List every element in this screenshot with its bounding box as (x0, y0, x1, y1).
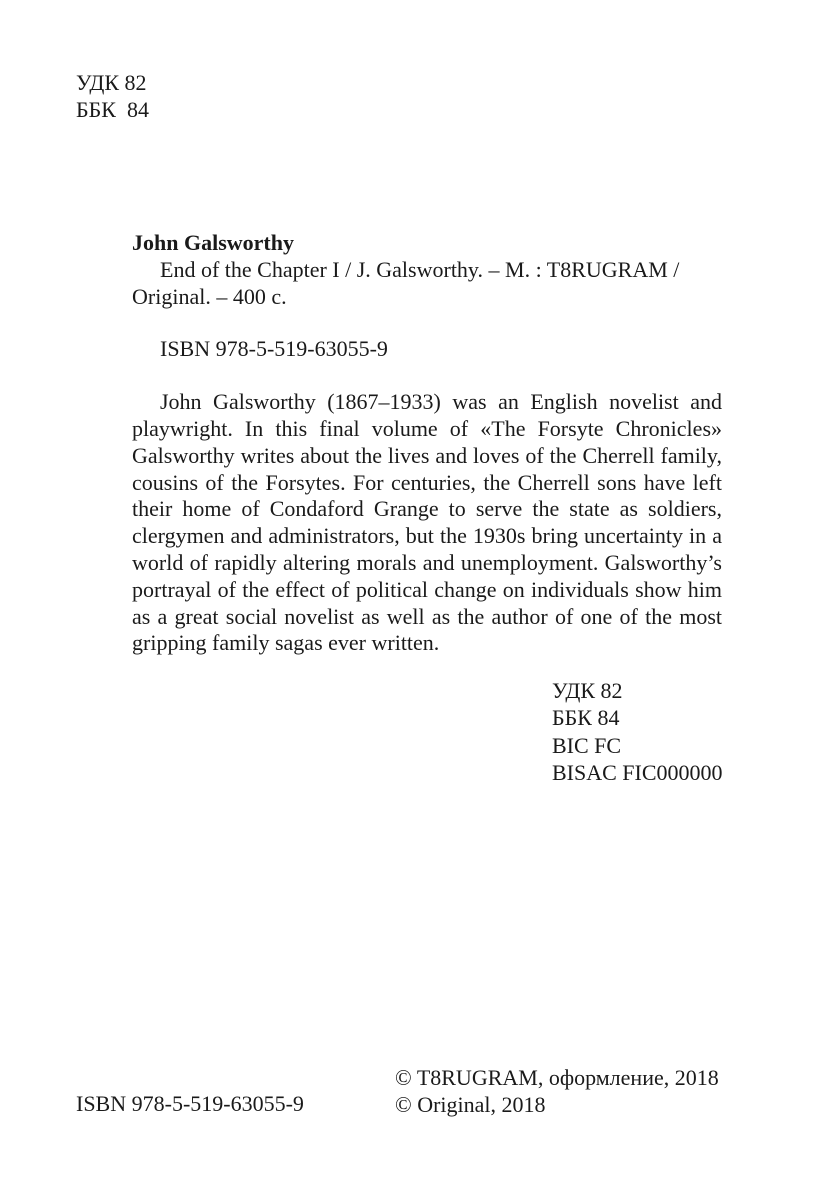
entry-isbn: ISBN 978-5-519-63055-9 (160, 336, 388, 362)
bic-code: BIC FC (552, 732, 622, 758)
bisac-code: BISAC FIC000000 (552, 759, 723, 785)
copyright-design: © T8RUGRAM, оформление, 2018 (395, 1065, 719, 1090)
bbk-code: ББК 84 (76, 97, 149, 122)
udk-code-right: УДК 82 (552, 678, 623, 703)
udk-code: УДК 82 (76, 70, 147, 95)
top-classification-codes (76, 69, 149, 123)
author-name: John Galsworthy (132, 230, 294, 255)
copyright-block (395, 1064, 719, 1118)
classification-codes (552, 677, 723, 786)
book-annotation: John Galsworthy (1867–1933) was an English novelist and playwright. In this final volume of «The Forsyte Chronicles» Galsworthy writes about the lives and loves of the Cherrell family, cousins of the Forsytes. For centuries, the Cherrell sons have left their home of Condaford Grange to serve the state as soldiers, clergymen and administrators, but the 1930s bring uncertainty in a world of rapidly altering morals and unemployment. Galsworthy’s portrayal of the effect of political change on individuals show him as a great social novelist as well as the author of one of the most gripping family sagas ever written. (132, 389, 722, 656)
bbk-code-right: ББК 84 (552, 705, 620, 731)
bibliographic-entry (132, 230, 722, 657)
footer-isbn (76, 1091, 304, 1118)
citation-line: End of the Chapter I / J. Galsworthy. – M. : T8RUGRAM / Original. – 400 c. (132, 256, 680, 309)
copyright-original: © Original, 2018 (395, 1092, 546, 1117)
footer-isbn-text: ISBN 978-5-519-63055-9 (76, 1091, 304, 1116)
